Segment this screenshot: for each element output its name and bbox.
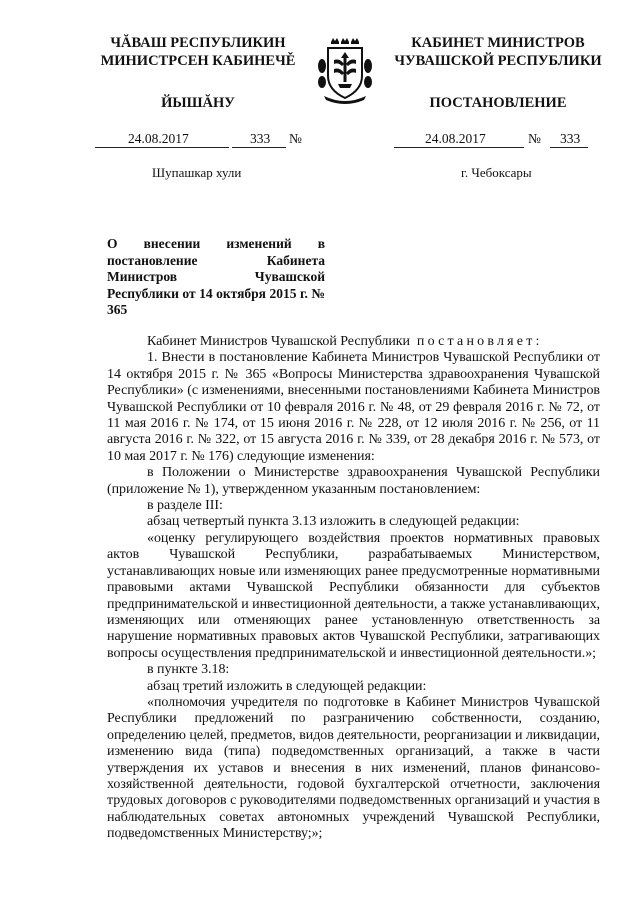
number-sign-left: № bbox=[289, 131, 302, 146]
date-underline-left bbox=[95, 147, 229, 148]
date-underline-right bbox=[394, 147, 524, 148]
paragraph-1: 1. Внести в постановление Кабинета Министров Чувашской Республики от 14 октября 2015 г. № 365 «Вопросы Министерства здравоохранения Чувашской Республики» (с изменениями, внесенными постановлениями Кабинета Министров Чувашской Республики от 10 февраля 2016 г. № 48, от 29 февраля 2016 г. № 72, от 11 мая 2016 г. № 174, от 15 июня 2016 г. № 228, от 12 июля 2016 г. № 256, от 11 августа 2016 г. № 322, от 15 августа 2016 г. № 339, от 28 декабря 2016 г. № 573, от 10 мая 2017 г. № 176) следующие изменения: bbox=[107, 350, 600, 464]
enacting-clause-verb: постановляет: bbox=[416, 334, 543, 349]
doc-kind-chuvash: ЙЫШĂНУ bbox=[161, 95, 235, 111]
issuer-russian-line2: ЧУВАШСКОЙ РЕСПУБЛИКИ bbox=[394, 53, 602, 69]
paragraph-8: «полномочия учредителя по подготовке в Кабинет Министров Чувашской Республики предложений по разграничению собственности, созданию, определению целей, предметов, видов деятельности, реорганизации и ликвидации, изменению вида (типа) подведомственных организаций, а также в части утверждения их уставов и внесения в них изменений, планов финансово-хозяйственной деятельности, годовой бухгалтерской отчетности, заключения трудовых договоров с руководителями подведомственных организаций и участия в наблюдательных советах автономных учреждений Чувашской Республики, подведомственных Министерству;»; bbox=[107, 694, 600, 842]
paragraph-2: в Положении о Министерстве здравоохранения Чувашской Республики (приложение № 1), утвержденном указанным постановлением: bbox=[107, 465, 600, 497]
number-left: 333 bbox=[250, 131, 271, 146]
issuer-chuvash bbox=[92, 34, 304, 70]
issuer-chuvash-line1: ЧĂВАШ РЕСПУБЛИКИН bbox=[110, 35, 286, 51]
chuvash-coat-of-arms-icon bbox=[314, 36, 376, 106]
number-underline-right bbox=[550, 147, 588, 148]
paragraph-5: «оценку регулирующего воздействия проектов нормативных правовых актов Чувашской Республики, разрабатываемых Министерством, устанавливающих новые или изменяющих ранее предусмотренные нормативными правовыми актами Чувашской Республики обязанности для субъектов предпринимательской и инвестиционной деятельности, а также устанавливающих, изменяющих или отменяющих ранее установленную ответственность за нарушение нормативных правовых актов Чувашской Республики, затрагивающих вопросы осуществления предпринимательской и инвестиционной деятельности.»; bbox=[107, 530, 600, 661]
issuer-russian-line1: КАБИНЕТ МИНИСТРОВ bbox=[411, 35, 585, 51]
paragraph-7: абзац третий изложить в следующей редакции: bbox=[147, 678, 427, 694]
paragraph-4: абзац четвертый пункта 3.13 изложить в следующей редакции: bbox=[147, 514, 520, 530]
number-right: 333 bbox=[560, 131, 581, 146]
number-sign-right: № bbox=[528, 131, 541, 146]
place-russian: г. Чебоксары bbox=[461, 165, 532, 180]
issuer-russian bbox=[382, 34, 614, 70]
paragraph-6: в пункте 3.18: bbox=[147, 662, 230, 678]
document-subject: О внесении изменений в постановление Кабинета Министров Чувашской Республики от 14 октября 2015 г. № 365 bbox=[107, 236, 325, 317]
number-underline-left bbox=[232, 147, 286, 148]
doc-kind-russian: ПОСТАНОВЛЕНИЕ bbox=[429, 95, 567, 111]
enacting-clause-main: Кабинет Министров Чувашской Республики bbox=[147, 334, 410, 349]
issuer-chuvash-line2: МИНИСТРСЕН КАБИНЕЧĚ bbox=[100, 53, 296, 69]
date-right: 24.08.2017 bbox=[425, 131, 486, 146]
place-chuvash: Шупашкар хули bbox=[152, 165, 242, 180]
date-left: 24.08.2017 bbox=[128, 131, 189, 146]
enacting-clause bbox=[107, 334, 600, 350]
paragraph-3: в разделе III: bbox=[147, 498, 223, 514]
document-body bbox=[107, 334, 600, 843]
